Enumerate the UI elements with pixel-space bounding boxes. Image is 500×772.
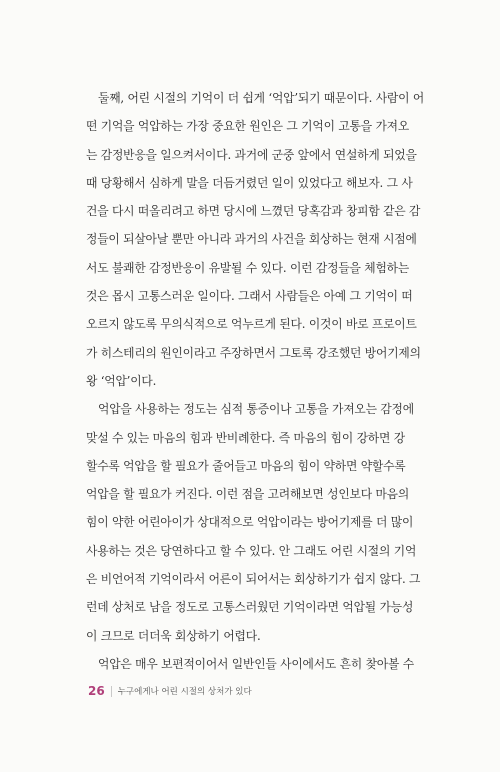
- text-line: 둘째, 어린 시절의 기억이 더 쉽게 ‘억압’되기 때문이다. 사람이 어: [98, 91, 425, 105]
- page-footer: [88, 684, 252, 698]
- text-line: 억압을 사용하는 정도는 심적 통증이나 고통을 가져오는 감정에: [98, 402, 414, 417]
- text-line: 맞설 수 있는 마음의 힘과 반비례한다. 즉 마음의 힘이 강하면 강: [86, 430, 405, 445]
- text-line: 정들이 되살아날 뿐만 아니라 과거의 사건을 회상하는 현재 시점에: [86, 232, 417, 247]
- text-line: 런데 상처로 남을 정도로 고통스러웠던 기억이라면 억압될 가능성: [86, 600, 414, 615]
- text-line: 억압은 매우 보편적이어서 일반인들 사이에서도 흔히 찾아볼 수: [98, 656, 414, 671]
- paragraph: [86, 395, 442, 650]
- footer-divider: [111, 686, 112, 697]
- text-line: 오르지 않도록 무의식적으로 억누르게 된다. 이것이 바로 프로이트: [86, 317, 417, 332]
- paragraph: [86, 84, 442, 395]
- text-line: 왕 ‘억압’이다.: [86, 373, 157, 388]
- text-line: 은 비언어적 기억이라서 어른이 되어서는 회상하기가 쉽지 않다. 그: [86, 572, 421, 587]
- page-number: 26: [88, 684, 105, 698]
- paragraph: [86, 650, 442, 678]
- text-line: 떤 기억을 억압하는 가장 중요한 원인은 그 기억이 고통을 가져오: [86, 119, 410, 134]
- body-text: [86, 84, 442, 678]
- text-line: 가 히스테리의 원인이라고 주장하면서 그토록 강조했던 방어기제의: [86, 345, 421, 360]
- text-line: 것은 몹시 고통스러운 일이다. 그래서 사람들은 아예 그 기억이 떠: [86, 289, 413, 304]
- text-line: 억압을 할 필요가 커진다. 이런 점을 고려해보면 성인보다 마음의: [86, 487, 410, 502]
- running-title: 누구에게나 어린 시절의 상처가 있다: [117, 687, 252, 697]
- text-line: 때 당황해서 심하게 말을 더듬거렸던 일이 있었다고 해보자. 그 사: [86, 175, 413, 190]
- text-line: 할수록 억압을 할 필요가 줄어들고 마음의 힘이 약하면 약할수록: [86, 458, 406, 473]
- text-line: 힘이 약한 어린아이가 상대적으로 억압이라는 방어기제를 더 많이: [86, 515, 414, 530]
- text-line: 건을 다시 떠올리려고 하면 당시에 느꼈던 당혹감과 창피함 같은 감: [86, 204, 421, 219]
- text-line: 사용하는 것은 당연하다고 할 수 있다. 안 그래도 어린 시절의 기억: [86, 543, 417, 558]
- text-line: 이 크므로 더더욱 회상하기 어렵다.: [86, 628, 261, 643]
- text-line: 서도 불쾌한 감정반응이 유발될 수 있다. 이런 감정들을 체험하는: [86, 260, 410, 275]
- text-line: 는 감정반응을 일으켜서이다. 과거에 군중 앞에서 연설하게 되었을: [86, 147, 417, 162]
